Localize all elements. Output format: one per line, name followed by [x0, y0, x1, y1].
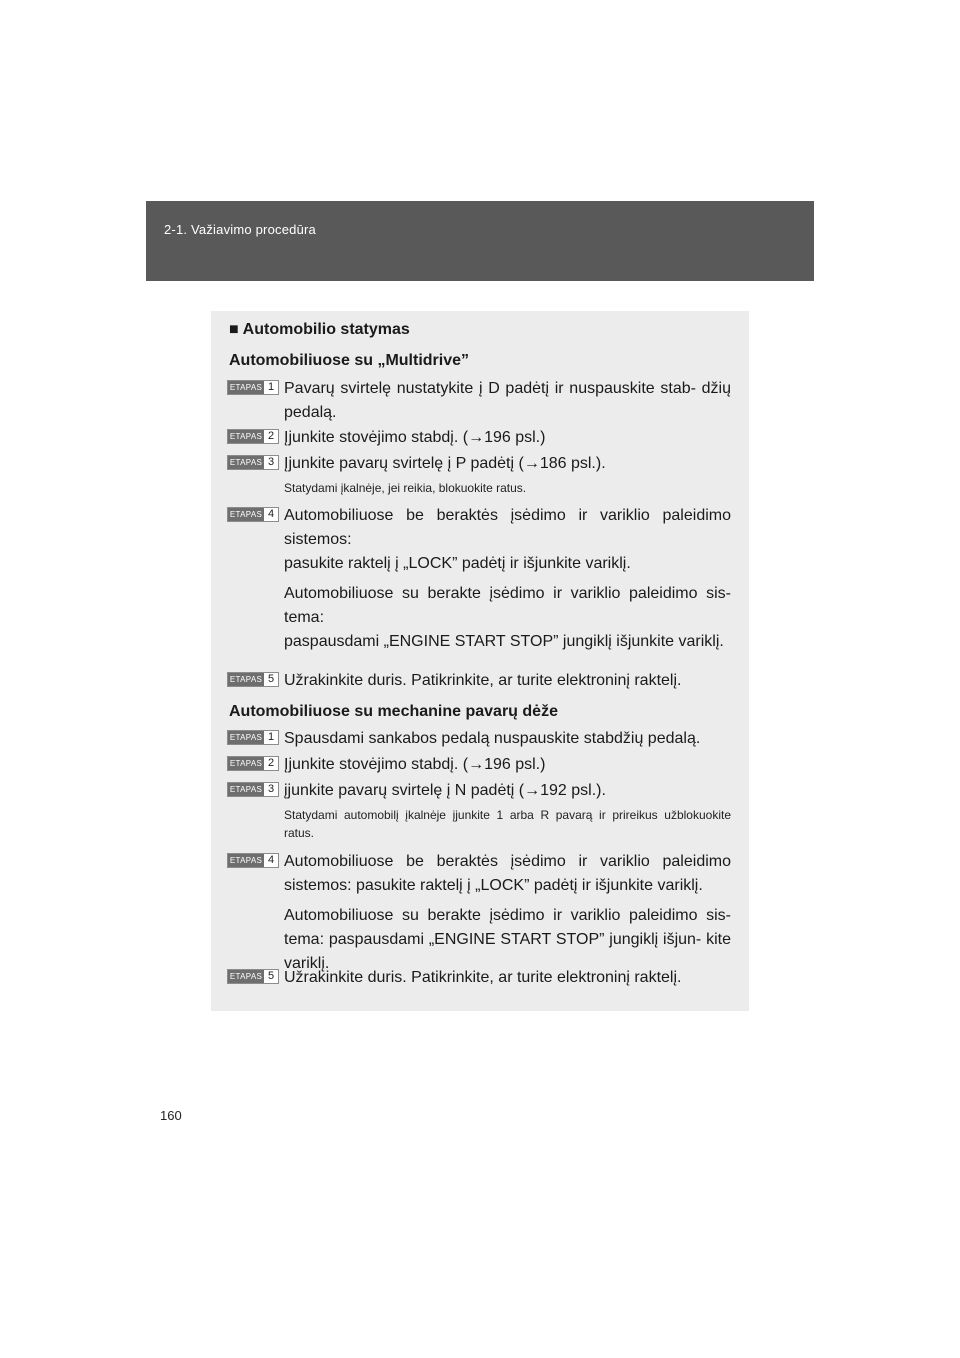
multidrive-note: Statydami įkalnėje, jei reikia, blokuokite ratus. [284, 481, 527, 495]
content-box [211, 311, 749, 1011]
step-badge: ETAPAS 1 [227, 730, 279, 745]
step-text: Užrakinkite duris. Patikrinkite, ar turite elektroninį raktelį. [284, 969, 682, 986]
multidrive-heading: Automobiliuose su „Multidrive” [229, 352, 470, 369]
step-text: Įjunkite pavarų svirtelę į P padėtį (→186 psl.). [284, 455, 606, 472]
manual-heading: Automobiliuose su mechanine pavarų dėže [229, 703, 558, 720]
multidrive-step-3 [227, 452, 731, 476]
step-text: Pavarų svirtelę nustatykite į D padėtį ir nuspauskite stab- džių pedalą. [284, 380, 731, 421]
step-text: įjunkite pavarų svirtelę į N padėtį (→192 psl.). [284, 782, 606, 799]
step-badge: ETAPAS 4 [227, 507, 279, 522]
step-badge: ETAPAS 3 [227, 782, 279, 797]
step-text: Užrakinkite duris. Patikrinkite, ar turite elektroninį raktelį. [284, 672, 682, 689]
step-text: Spausdami sankabos pedalą nuspauskite stabdžių pedalą. [284, 730, 701, 747]
step-badge: ETAPAS 4 [227, 853, 279, 868]
step-badge: ETAPAS 2 [227, 429, 279, 444]
manual-step-1 [227, 727, 731, 751]
step-badge: ETAPAS 3 [227, 455, 279, 470]
section-header-title: 2-1. Važiavimo procedūra [164, 222, 316, 237]
manual-step-2 [227, 753, 731, 777]
manual-step-3 [227, 779, 731, 803]
step-badge: ETAPAS 5 [227, 672, 279, 687]
manual-note: Statydami automobilį įkalnėje įjunkite 1 arba R pavarą ir prireikus užblokuokite ratus. [284, 808, 731, 840]
manual-step-5 [227, 966, 731, 990]
multidrive-step-5 [227, 669, 731, 693]
section-header-bar [146, 201, 814, 281]
square-bullet-icon: ■ [229, 321, 239, 338]
manual-step-4 [227, 850, 731, 976]
multidrive-step-2 [227, 426, 731, 450]
section-title [229, 321, 410, 339]
step-text: Automobiliuose be beraktės įsėdimo ir variklio paleidimo sistemos: pasukite raktelį į „LOCK” padėtį ir išjunkite variklį. Automobiliuose su berakte įsėdimo ir variklio paleidimo sis- tema: paspausdami „ENGINE START STOP” jungiklį išjunkite variklį. [284, 507, 731, 650]
step-badge: ETAPAS 1 [227, 380, 279, 395]
step-badge: ETAPAS 5 [227, 969, 279, 984]
step-text: Automobiliuose be beraktės įsėdimo ir variklio paleidimo sistemos: pasukite raktelį į „LOCK” padėtį ir išjunkite variklį. Automobiliuose su berakte įsėdimo ir variklio paleidimo sis- tema: paspausdami „ENGINE START STOP” jungiklį išjun- kite variklį. [284, 853, 731, 972]
step-badge: ETAPAS 2 [227, 756, 279, 771]
multidrive-step-1 [227, 377, 731, 425]
page-number: 160 [160, 1108, 182, 1123]
step-text: Įjunkite stovėjimo stabdį. (→196 psl.) [284, 756, 546, 773]
multidrive-step-4 [227, 504, 731, 654]
section-title-text: Automobilio statymas [242, 321, 410, 338]
step-text: Įjunkite stovėjimo stabdį. (→196 psl.) [284, 429, 546, 446]
